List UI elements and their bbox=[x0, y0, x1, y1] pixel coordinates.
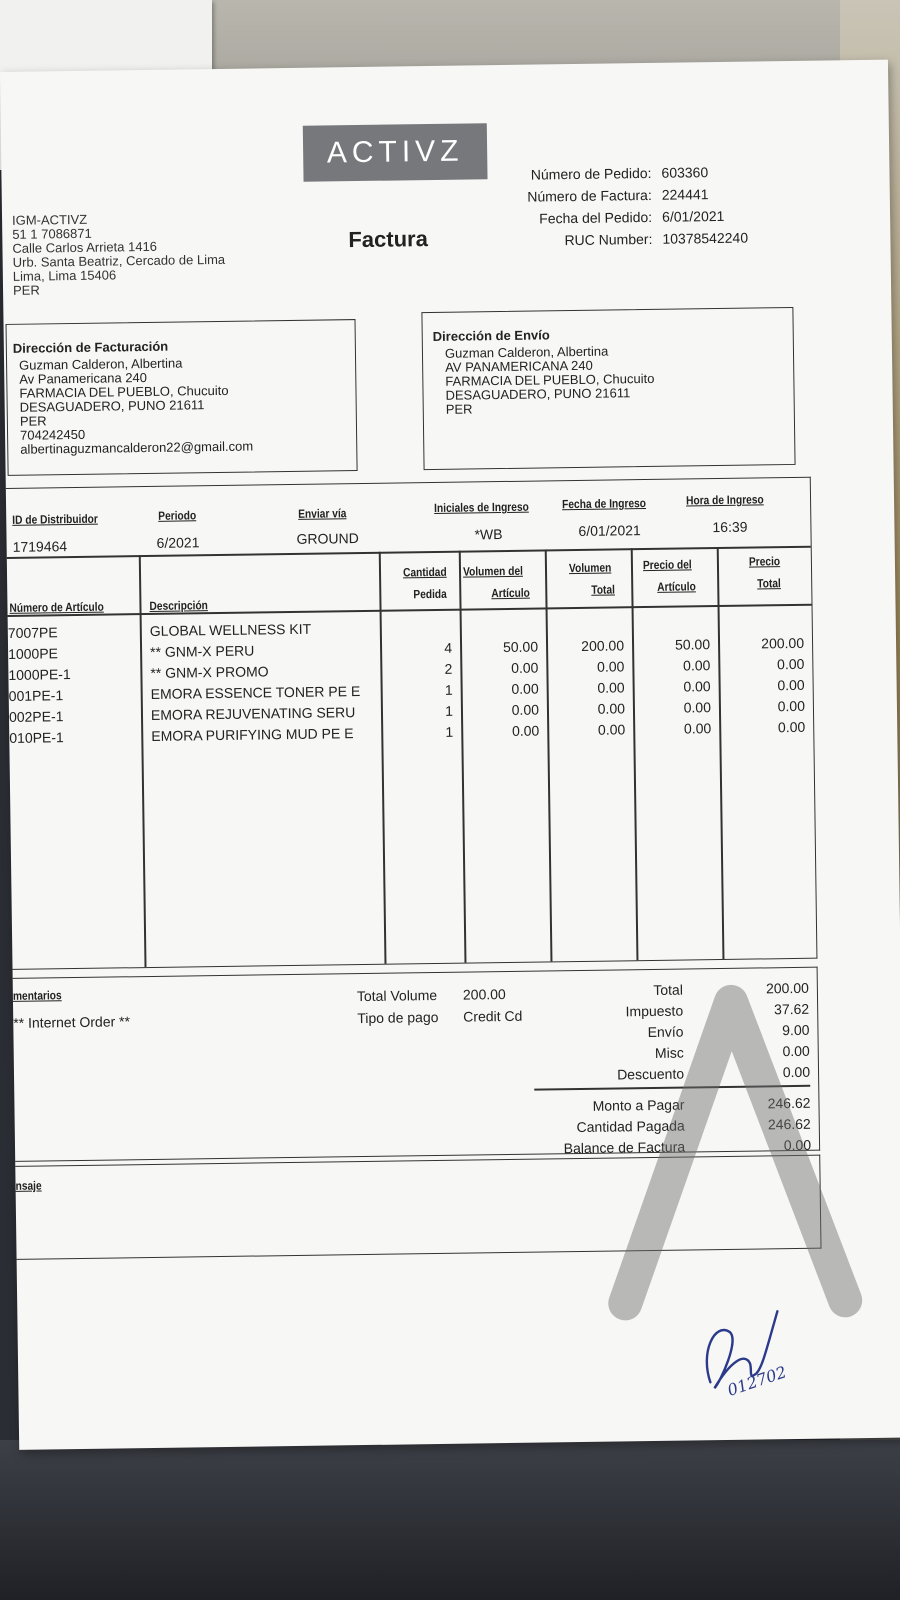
volume-total: 0.00 bbox=[597, 658, 625, 675]
shipping-address-box bbox=[421, 307, 795, 470]
item-description: ** GNM-X PERU bbox=[150, 642, 255, 660]
order-number-label: Número de Pedido: bbox=[530, 164, 652, 183]
ruc-label: RUC Number: bbox=[564, 230, 653, 249]
background-bottom bbox=[0, 1440, 900, 1600]
message-title: nsaje bbox=[15, 1178, 42, 1193]
column-line bbox=[139, 555, 146, 967]
column-line bbox=[631, 548, 638, 960]
amount-paid-label: Cantidad Pagada bbox=[576, 1117, 685, 1136]
item-description: GLOBAL WELLNESS KIT bbox=[149, 620, 312, 639]
meta-header-period: Periodo bbox=[158, 508, 197, 523]
article-number: 001PE-1 bbox=[8, 687, 64, 704]
col-header-price-total-2: Total bbox=[757, 576, 781, 591]
volume-item: 0.00 bbox=[511, 701, 540, 718]
totals-value: 37.62 bbox=[774, 1000, 810, 1018]
document-title: Factura bbox=[348, 226, 429, 253]
totals-value: 0.00 bbox=[782, 1042, 810, 1060]
column-line bbox=[459, 551, 466, 963]
qty: 4 bbox=[444, 639, 453, 656]
company-line: Lima, Lima 15406 bbox=[12, 267, 117, 284]
amount-paid-value: 246.62 bbox=[767, 1115, 811, 1133]
price-total: 0.00 bbox=[777, 697, 806, 715]
col-header-vol-item-2: Artículo bbox=[491, 585, 530, 601]
signature bbox=[689, 1291, 811, 1413]
price-item: 0.00 bbox=[683, 678, 711, 695]
ruc-value: 10378542240 bbox=[662, 229, 749, 247]
meta-value-ship-via: GROUND bbox=[296, 530, 359, 547]
col-header-article: Número de Artículo bbox=[9, 599, 104, 615]
totals-label: Envío bbox=[647, 1023, 684, 1041]
totals-value: 0.00 bbox=[782, 1063, 811, 1081]
meta-header-distributor: ID de Distribuidor bbox=[12, 511, 98, 527]
amount-due-value: 246.62 bbox=[767, 1094, 811, 1112]
meta-value-entry-date: 6/01/2021 bbox=[578, 522, 641, 539]
company-address bbox=[12, 211, 226, 298]
item-description: EMORA ESSENCE TONER PE E bbox=[150, 683, 361, 702]
totals-label: Total bbox=[653, 981, 683, 998]
meta-value-entry-time: 16:39 bbox=[712, 518, 748, 536]
order-date-value: 6/01/2021 bbox=[661, 207, 725, 225]
totals-label: Descuento bbox=[617, 1065, 685, 1083]
meta-header-initials: Iniciales de Ingreso bbox=[434, 499, 529, 515]
qty: 1 bbox=[444, 681, 453, 698]
shipping-line: DESAGUADERO, PUNO 21611 bbox=[445, 385, 631, 403]
company-line: Urb. Santa Beatriz, Cercado de Lima bbox=[12, 251, 226, 270]
meta-header-ship-via: Enviar vía bbox=[298, 506, 347, 521]
billing-address-box bbox=[6, 319, 358, 476]
billing-title: Dirección de Facturación bbox=[12, 338, 169, 356]
shipping-line: Guzman Calderon, Albertina bbox=[444, 343, 609, 361]
col-header-price-total: Precio bbox=[748, 554, 781, 569]
item-description: EMORA REJUVENATING SERU bbox=[150, 704, 356, 723]
billing-line: DESAGUADERO, PUNO 21611 bbox=[19, 397, 205, 415]
col-header-vol-item: Volumen del bbox=[462, 563, 523, 579]
price-item: 0.00 bbox=[683, 699, 712, 716]
qty: 1 bbox=[445, 723, 454, 740]
price-total: 0.00 bbox=[776, 655, 805, 673]
ruc-row bbox=[492, 229, 749, 255]
volume-total: 0.00 bbox=[597, 700, 626, 717]
total-volume-value: 200.00 bbox=[462, 986, 506, 1003]
company-logo: ACTIVZ bbox=[303, 123, 488, 182]
invoice-number-label: Número de Factura: bbox=[527, 186, 652, 205]
invoice-number-value: 224441 bbox=[661, 186, 709, 203]
meta-value-period: 6/2021 bbox=[156, 534, 200, 551]
column-line bbox=[717, 547, 724, 959]
totals-label: Impuesto bbox=[625, 1002, 684, 1020]
order-date-label: Fecha del Pedido: bbox=[539, 208, 653, 227]
shipping-line: FARMACIA DEL PUEBLO, Chucuito bbox=[445, 370, 655, 389]
article-number: 002PE-1 bbox=[8, 708, 64, 725]
col-header-vol-total-2: Total bbox=[591, 582, 615, 597]
col-header-price-item-2: Artículo bbox=[657, 579, 696, 594]
item-description: ** GNM-X PROMO bbox=[150, 663, 269, 681]
price-total: 200.00 bbox=[761, 634, 805, 652]
volume-item: 0.00 bbox=[511, 722, 540, 739]
meta-value-initials: *WB bbox=[474, 526, 503, 543]
qty: 2 bbox=[444, 660, 453, 677]
totals-value: 9.00 bbox=[782, 1021, 810, 1039]
meta-header-entry-time: Hora de Ingreso bbox=[685, 492, 764, 508]
invoice-sheet bbox=[0, 60, 900, 1450]
article-number: 7007PE bbox=[7, 624, 58, 641]
payment-type-value: Credit Cd bbox=[463, 1007, 523, 1025]
col-header-qty-2: Pedida bbox=[413, 586, 447, 602]
order-number-value: 603360 bbox=[661, 164, 709, 181]
watermark-logo bbox=[601, 980, 866, 1324]
items-body bbox=[8, 614, 814, 751]
volume-item: 50.00 bbox=[502, 638, 539, 656]
total-volume-label: Total Volume bbox=[356, 986, 438, 1005]
invoice-balance-label: Balance de Factura bbox=[563, 1138, 686, 1157]
column-line bbox=[379, 552, 386, 964]
qty: 1 bbox=[445, 702, 454, 719]
company-line: PER bbox=[12, 282, 40, 298]
volume-total: 0.00 bbox=[597, 721, 626, 738]
billing-line: albertinaguzmancalderon22@gmail.com bbox=[20, 438, 254, 457]
company-line: IGM-ACTIVZ bbox=[11, 211, 88, 228]
price-total: 0.00 bbox=[777, 676, 805, 694]
item-description: EMORA PURIFYING MUD PE E bbox=[151, 725, 354, 744]
totals-label: Misc bbox=[654, 1044, 684, 1061]
billing-line: 704242450 bbox=[19, 426, 86, 443]
items-table bbox=[6, 477, 818, 970]
volume-total: 0.00 bbox=[597, 679, 625, 696]
shipping-lines bbox=[445, 344, 655, 417]
col-header-vol-total: Volumen bbox=[568, 560, 612, 576]
company-line: Calle Carlos Arrieta 1416 bbox=[12, 238, 158, 256]
price-item: 0.00 bbox=[682, 657, 711, 674]
col-header-description: Descripción bbox=[149, 598, 208, 613]
price-item: 0.00 bbox=[683, 720, 712, 737]
billing-line: PER bbox=[19, 413, 47, 429]
article-number: 010PE-1 bbox=[9, 729, 64, 746]
handwritten-note: 012702 bbox=[724, 1362, 789, 1400]
article-number: 1000PE bbox=[8, 645, 59, 662]
meta-value-distributor: 1719464 bbox=[12, 538, 68, 555]
volume-item: 0.00 bbox=[511, 659, 539, 676]
amount-due-label: Monto a Pagar bbox=[592, 1096, 685, 1114]
shipping-title: Dirección de Envío bbox=[432, 327, 550, 344]
order-info bbox=[491, 164, 749, 255]
billing-line: FARMACIA DEL PUEBLO, Chucuito bbox=[19, 382, 229, 401]
volume-total: 200.00 bbox=[581, 637, 625, 654]
col-header-qty: Cantidad bbox=[402, 564, 447, 580]
company-line: 51 1 7086871 bbox=[12, 225, 92, 242]
invoice-balance-value: 0.00 bbox=[783, 1136, 812, 1154]
billing-line: Av Panamericana 240 bbox=[19, 369, 148, 387]
column-line bbox=[545, 549, 552, 961]
billing-line: Guzman Calderon, Albertina bbox=[18, 355, 183, 373]
shipping-line: AV PANAMERICANA 240 bbox=[445, 357, 593, 375]
volume-item: 0.00 bbox=[511, 680, 539, 697]
totals-value: 200.00 bbox=[765, 979, 809, 997]
article-number: 1000PE-1 bbox=[8, 666, 71, 683]
price-total: 0.00 bbox=[777, 718, 806, 736]
comments-text: ** Internet Order ** bbox=[13, 1013, 131, 1031]
payment-type-label: Tipo de pago bbox=[357, 1008, 439, 1027]
col-header-price-item: Precio del bbox=[642, 557, 692, 573]
billing-lines bbox=[19, 356, 253, 457]
meta-header-entry-date: Fecha de Ingreso bbox=[561, 496, 647, 512]
comments-title: mentarios bbox=[12, 988, 62, 1003]
shipping-line: PER bbox=[445, 401, 473, 417]
price-item: 50.00 bbox=[674, 636, 711, 653]
